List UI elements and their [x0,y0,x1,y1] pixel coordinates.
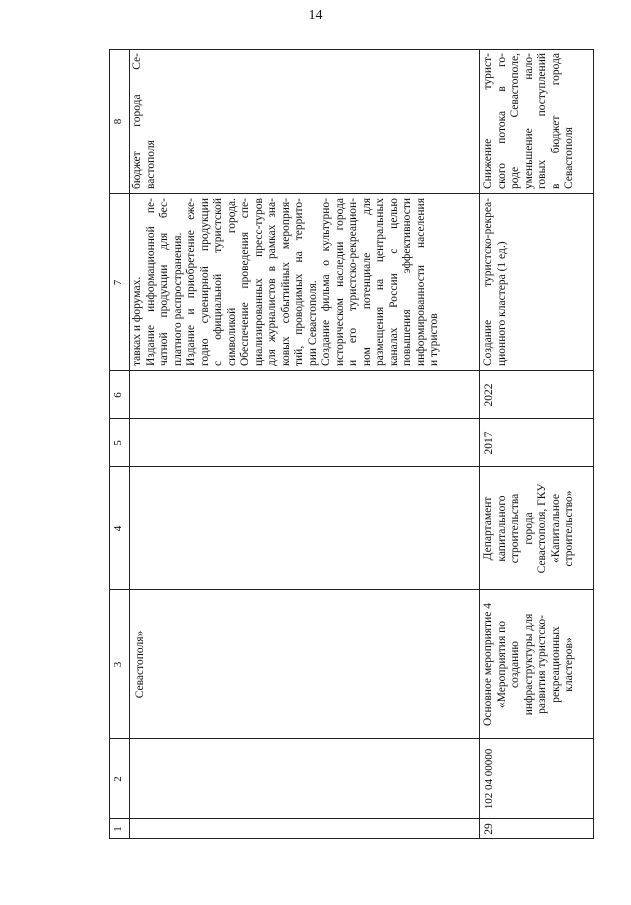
row29-col8-line: в бюджет города [549,53,562,189]
row29-col4-line: «Капитальное [549,493,562,564]
header-col-6: 6 [112,392,124,398]
cont-col7-line: информированности населения [414,198,427,366]
cont-col7-line: годно сувенирной продукции [198,198,211,366]
column-divider [109,193,594,194]
row29-col4-line: капитального [495,495,508,562]
row29-col4-line: строительство» [563,490,575,567]
column-divider [109,418,594,419]
cont-col7-line: символикой города. [225,198,238,366]
row29-col4-line: Департамент [482,496,494,561]
header-col-4: 4 [112,525,124,532]
cont-col8-line: вастополя [144,140,157,189]
row29-col8-line: Снижение турист- [482,53,494,189]
cont-col7-line: Обеспечение проведения спе- [239,198,251,366]
row-divider [129,49,130,839]
row29-col7-line: ционного кластера (1 ед.) [495,241,508,366]
row29-col7-line: Создание туристско-рекреа- [482,198,494,366]
cont-col8-line: бюджет города Се- [131,53,143,189]
row29-col3-line: развития туристско- [536,615,548,714]
row29-col6: 2022 [483,383,495,407]
row29-col8-line: Севастополя [563,127,575,189]
row29-col4-line: строительства [509,493,521,564]
cont-row-col3: Севастополя» [134,630,146,699]
header-col-3: 3 [112,661,124,668]
row29-col4-line: города [522,512,535,545]
row29-col3-line: кластеров» [563,637,575,692]
cont-col7-line: платного распространения. [171,232,184,366]
header-col-1: 1 [112,826,124,832]
cont-col7-line: тий, проводимых на террито- [293,198,305,366]
cont-col7-line: Создание фильма о культурно- [320,198,332,366]
row29-col8 [482,53,577,189]
cont-col7-line: и туристов [428,313,440,366]
cont-row-col7 [131,198,442,366]
row29-col3-line: Основное мероприятие 4 [482,603,494,726]
header-col-5: 5 [112,440,124,446]
column-divider [109,818,594,819]
row29-col8-line: говых поступлений [536,53,548,189]
cont-col7-line: с официальной туристской [212,198,224,366]
column-divider [109,370,594,371]
cont-col7-line: повышения эффективности [401,198,413,366]
row29-col3-line: рекреационных [549,626,562,703]
row29-col8-line: роде Севастополе, [509,53,521,189]
cont-col7-line: для журналистов в рамках зна- [266,198,278,366]
row29-col7 [482,198,509,366]
cont-col7-line: каналах России с целью [387,198,400,366]
program-table [109,49,594,839]
rotated-table-body [109,49,594,839]
row29-col2: 102 04 00000 [483,748,495,810]
row-divider [479,49,480,839]
row29-col4-line: Севастополя, ГКУ [536,483,548,574]
cont-col7-line: рии Севастополя. [306,280,319,366]
cont-col7-line: чатной продукции для бес- [158,198,170,366]
header-col-7: 7 [112,279,124,286]
row29-col5: 2017 [483,431,495,455]
page-number: 14 [308,8,323,23]
cont-col7-line: и его туристско-рекреацион- [347,198,359,366]
cont-col7-line: циализированных пресс-туров [252,198,265,366]
row29-col3-line: созданию [509,640,521,689]
cont-col7-line: Издание и приобретение еже- [185,198,197,366]
header-col-2: 2 [112,776,124,782]
row29-col8-line: уменьшение нало- [522,53,535,189]
cont-col7-line: Издание информационной пе- [144,198,157,366]
row29-col1: 29 [483,823,495,835]
row29-col3-line: «Мероприятия по [495,620,508,709]
cont-col7-line: тавках и форумах. [131,276,143,366]
cont-col7-line: ном потенциале для [360,198,373,366]
header-col-8: 8 [112,118,124,125]
row29-col8-line: ского потока в го- [495,53,508,189]
row29-col3 [482,590,577,739]
row29-col3-line: инфраструктуры для [522,613,535,716]
cont-col7-line: историческом наследии города [333,198,346,366]
cont-col7-line: ковых событийных мероприя- [279,198,292,366]
row29-col4 [482,467,577,590]
cont-col7-line: размещения на центральных [374,198,386,366]
cont-row-col8 [131,53,158,189]
